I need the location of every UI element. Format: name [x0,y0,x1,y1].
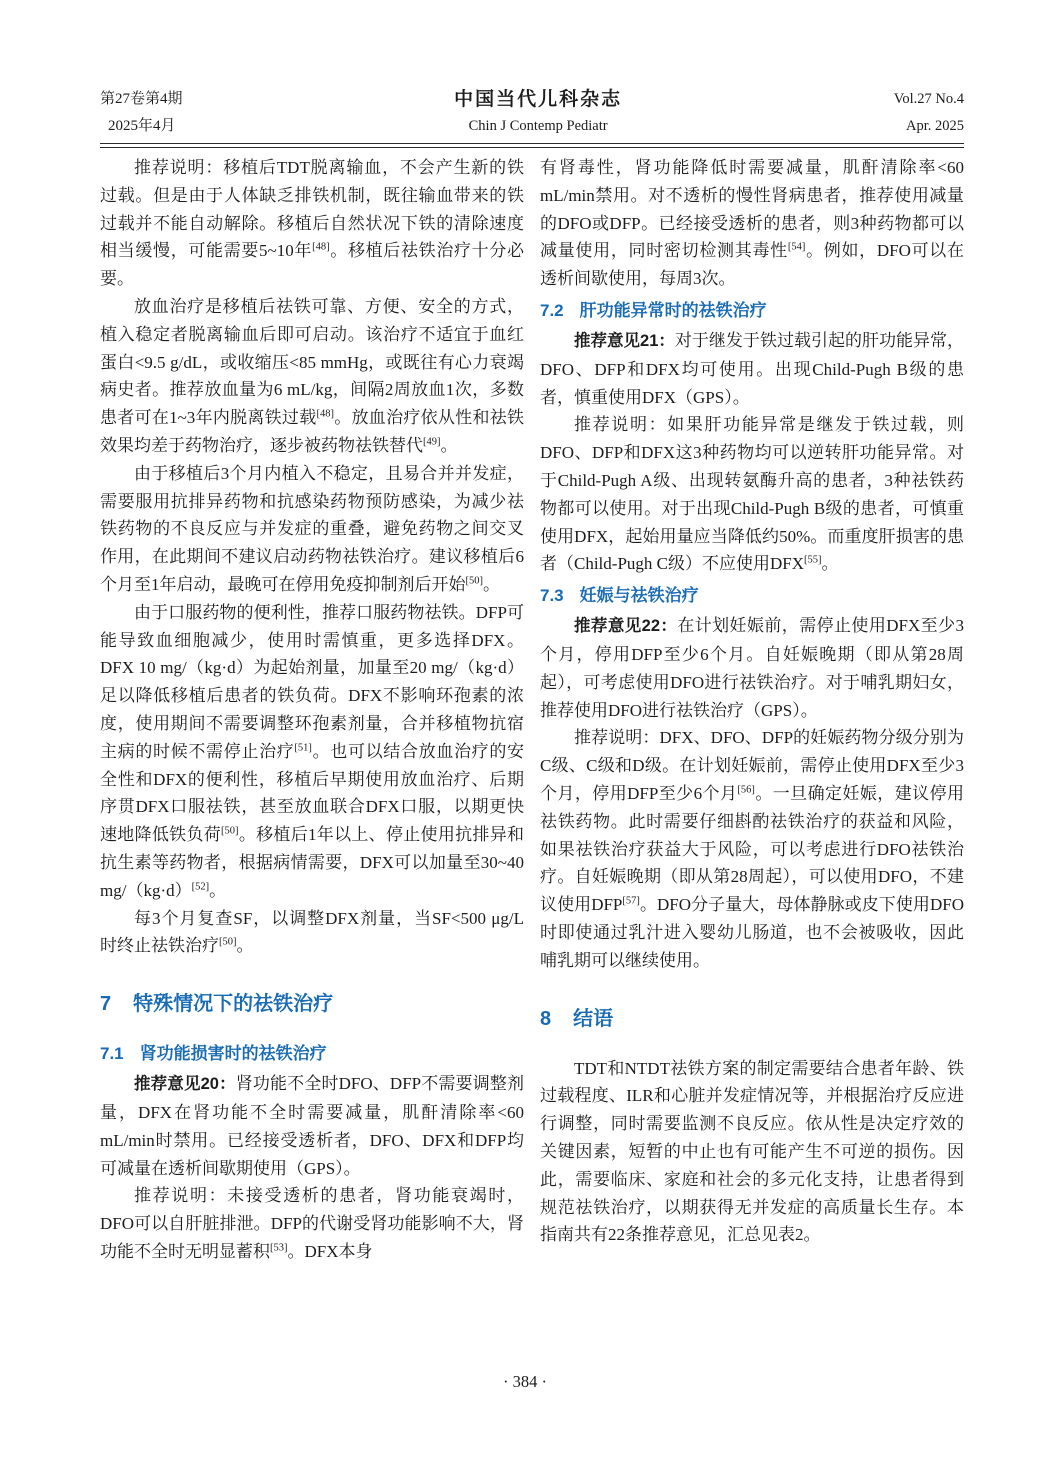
page-number: · 384 · [503,1372,547,1391]
paragraph: 由于口服药物的便利性，推荐口服药物祛铁。DFP可能导致血细胞减少，使用时需慎重，更多选择DFX。DFX 10 mg/（kg·d）为起始剂量，加量至20 mg/（kg·d）足以降低移植后患者的铁负荷。DFX不影响环孢素的浓度，使用期间不需要调整环孢素剂量，合并移植物抗宿主病的时候不需停止治疗[51]。也可以结合放血治疗的安全性和DFX的便利性，移植后早期使用放血治疗、后期序贯DFX口服祛铁，甚至放血联合DFX口服，以期更快速地降低铁负荷[50]。移植后1年以上、停止使用抗排异和抗生素等药物者，根据病情需要，DFX可以加量至30~40 mg/（kg·d）[52]。 [100,602,525,900]
paragraph: 推荐意见21：对于继发于铁过载引起的肝功能异常，DFO、DFP和DFX均可使用。出现Child-Pugh B级的患者，慎重使用DFX（GPS）。 [540,330,965,407]
section-heading-7.1 [100,1040,524,1068]
reference-marker: [48] [312,241,330,253]
paragraph: 推荐意见22：在计划妊娠前，需停止使用DFX至少3个月，停用DFP至少6个月。自妊娠晚期（即从第28周起），可考虑使用DFO进行祛铁治疗。对于哺乳期妇女，推荐使用DFO进行祛铁治疗（GPS）。 [540,616,964,720]
reference-marker: [54] [787,241,806,253]
section-heading-7.3 [540,582,964,610]
section-title: 特殊情况下的祛铁治疗 [133,993,334,1016]
recommendation-lead: 推荐意见22： [574,617,678,636]
section-number: 8 [540,1007,552,1030]
section-title: 肾功能损害时的祛铁治疗 [139,1044,327,1064]
header-right [894,86,964,140]
date-en: Apr. 2025 [905,118,964,134]
volume-issue-en: Vol.27 No.4 [893,91,964,107]
header-double-rule [100,143,964,148]
section-number: 7.1 [100,1044,124,1064]
section-title: 肝功能异常时的祛铁治疗 [579,300,767,320]
date-cn: 2025年4月 [108,118,176,134]
paragraph: 推荐说明：如果肝功能异常是继发于铁过载，则DFO、DFP和DFX这3种药物均可以逆转肝功能异常。对于Child-Pugh A级、出现转氨酶升高的患者，3种祛铁药物都可以使用。对于出现Child-Pugh B级的患者，可慎重使用DFX，起始用量应当降低约50%。而重度肝损害的患者（Child-Pugh C级）不应使用DFX[55]。 [540,415,964,574]
recommendation-lead: 推荐意见20： [134,1075,236,1094]
reference-marker: [50] [219,936,237,948]
recommendation-lead: 推荐意见21： [574,331,675,350]
journal-title-en: Chin J Contemp Pediatr [468,118,608,134]
section-number: 7.3 [540,586,564,606]
article-body [100,154,964,1266]
reference-marker: [48] [316,408,334,420]
paragraph: 推荐说明：未接受透析的患者，肾功能衰竭时，DFO可以自肝脏排泄。DFP的代谢受肾功能影响不大，肾功能不全时无明显蓄积[53]。DFX本身 [100,1186,524,1261]
reference-marker: [51] [294,742,312,754]
paragraph: 推荐意见20：肾功能不全时DFO、DFP不需要调整剂量，DFX在肾功能不全时需要减量，肌酐清除率<60 mL/min时禁用。已经接受透析者，DFO、DFX和DFP均可减量在透析间歇期使用（GPS）。 [100,1074,524,1178]
section-title: 结语 [573,1007,614,1030]
reference-marker: [50] [221,825,239,837]
reference-marker: [55] [804,554,822,566]
reference-marker: [49] [423,436,441,448]
section-heading-7 [100,990,524,1018]
paragraph: 放血治疗是移植后祛铁可靠、方便、安全的方式，植入稳定者脱离输血后即可启动。该治疗不适宜于血红蛋白<9.5 g/dL，或收缩压<85 mmHg，或既往有心力衰竭病史者。推荐放血量为6 mL/kg，间隔2周放血1次，多数患者可在1~3年内脱离铁过载[48]。放血治疗依从性和祛铁效果均差于药物治疗，逐步被药物祛铁替代[49]。 [100,296,524,455]
paragraph: 由于移植后3个月内植入不稳定，且易合并并发症，需要服用抗排异药物和抗感染药物预防感染，为减少祛铁药物的不良反应与并发症的重叠，避免药物之间交叉作用，在此期间不建议启动药物祛铁治疗。建议移植后6个月至1年启动，最晚可在停用免疫抑制剂后开始[50]。 [100,463,524,594]
paragraph: 推荐说明：DFX、DFO、DFP的妊娠药物分级分别为C级、C级和D级。在计划妊娠前，需停止使用DFX至少3个月，停用DFP至少6个月[56]。一旦确定妊娠，建议停用祛铁药物。此时需要仔细斟酌祛铁治疗的获益和风险，如果祛铁治疗获益大于风险，可以考虑进行DFO祛铁治疗。自妊娠晚期（即从第28周起），可以使用DFO，不建议使用DFP[57]。DFO分子量大，母体静脉或皮下使用DFO时即使通过乳汁进入婴幼儿肠道，也不会被吸收，因此哺乳期可以继续使用。 [540,728,965,970]
page-footer [0,1372,1050,1392]
reference-marker: [53] [270,1242,288,1254]
journal-title-cn: 中国当代儿科杂志 [454,89,623,110]
header-center [454,86,622,140]
reference-marker: [57] [622,895,640,907]
paragraph: TDT和NTDT祛铁方案的制定需要结合患者年龄、铁过载程度、ILR和心脏并发症情况等，并根据治疗反应进行调整，同时需要监测不良反应。依从性是决定疗效的关键因素，短暂的中止也有可能产生不可逆的损伤。因此，需要临床、家庭和社会的多元化支持，让患者得到规范祛铁治疗，以期获得无并发症的高质量长生存。本指南共有22条推荐意见，汇总见表2。 [540,1058,964,1245]
section-number: 7 [100,993,112,1016]
reference-marker: [52] [191,881,210,893]
paragraph: 推荐说明：移植后TDT脱离输血，不会产生新的铁过载。但是由于人体缺乏排铁机制，既往输血带来的铁过载并不能自动解除。移植后自然状况下铁的清除速度相当缓慢，可能需要5~10年[48]。移植后祛铁治疗十分必要。 [100,158,525,289]
volume-issue-cn: 第27卷第4期 [100,91,183,107]
section-heading-8 [540,1005,964,1033]
reference-marker: [50] [465,575,483,587]
left-column [100,154,524,1266]
reference-marker: [56] [737,784,755,796]
page-header [100,86,964,140]
paragraph: 每3个月复查SF，以调整DFX剂量，当SF<500 μg/L时终止祛铁治疗[50]。 [100,908,524,956]
section-heading-7.2 [540,297,964,325]
section-title: 妊娠与祛铁治疗 [579,586,699,606]
section-number: 7.2 [540,300,564,320]
right-column [540,154,964,1266]
paragraph: 有肾毒性，肾功能降低时需要减量，肌酐清除率<60 mL/min禁用。对不透析的慢性肾病患者，推荐使用减量的DFO或DFP。已经接受透析的患者，则3种药物都可以减量使用，同时密切检测其毒性[54]。例如，DFO可以在透析间歇使用，每周3次。 [540,158,964,289]
header-left [100,86,183,140]
